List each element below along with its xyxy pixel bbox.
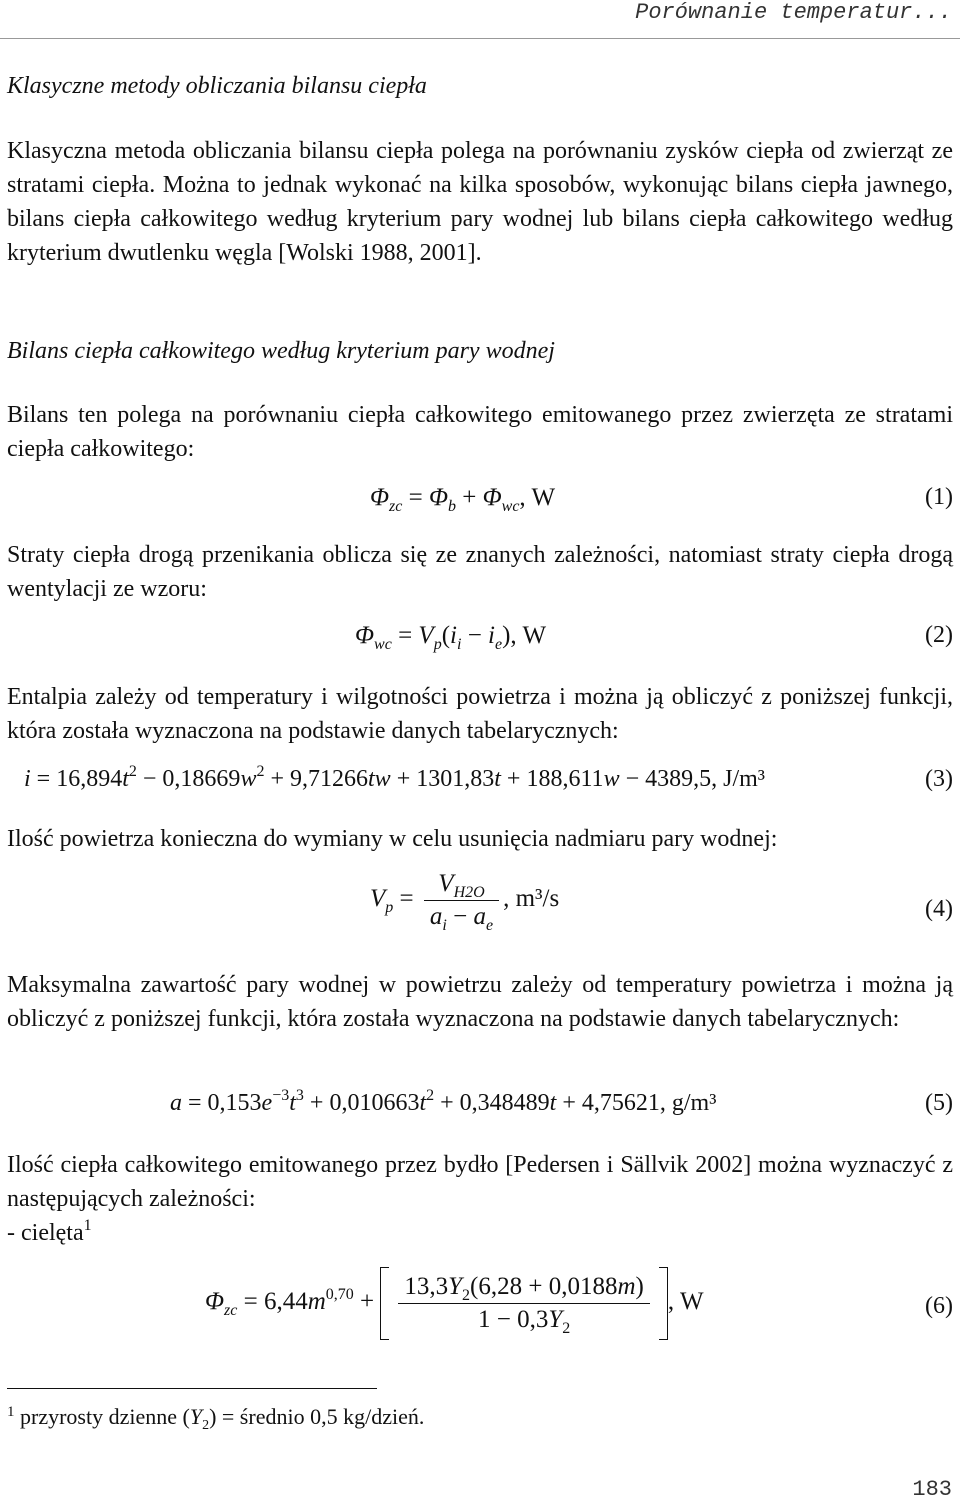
equation-3 [0, 763, 960, 826]
footnote-text-after: ) = średnio 0,5 kg/dzień. [209, 1404, 425, 1429]
paragraph-max-vapour: Maksymalna zawartość pary wodnej w powietrzu zależy od temperatury powietrza i można ją obliczyć z poniższej funkcji, która została wyznaczona na podstawie danych tabelarycznych: [7, 972, 953, 1032]
paragraph-enthalpy: Entalpia zależy od temperatury i wilgotności powietrza i można ją obliczyć z poniższej funkcji, która została wyznaczona na podstawie danych tabelarycznych: [7, 684, 953, 744]
section-heading-water-vapour-balance: Bilans ciepła całkowitego według kryterium pary wodnej [7, 338, 555, 364]
equation-5-number: (5) [925, 1090, 953, 1116]
equation-4-formula: $V_p$ = $\frac{V_{H2O}}{a_i - a_e}$ , m³/s [370, 870, 560, 934]
list-item-calves-label: - cielęta [7, 1220, 84, 1246]
equation-2-formula: $\Phi_{wc} = V_p(i_i - i_e)$, W [355, 622, 547, 653]
equation-3-formula: $i = 16,894t^2 - 0,18669w^2 + 9,71266tw + 1301,83t + 188,611w - 4389,5$, J/m³ [24, 763, 765, 792]
equation-3-unit: J/m³ [723, 766, 765, 792]
footnote-variable: Y [189, 1404, 203, 1429]
equation-5 [0, 1087, 960, 1150]
footnote-subscript: 2 [202, 1418, 210, 1433]
equation-1-unit: W [531, 484, 556, 511]
page-number: 183 [912, 1477, 952, 1502]
equation-6-number: (6) [925, 1293, 953, 1319]
footnote-mark: 1 [7, 1404, 15, 1420]
equation-1-number: (1) [925, 484, 953, 510]
equation-1-formula: $\Phi_{zc} = \Phi_b + \Phi_{wc}$, W [370, 484, 556, 515]
equation-1 [0, 484, 960, 544]
footnote-rule [7, 1388, 377, 1389]
equation-2-unit: W [522, 622, 547, 649]
section-heading-classic-methods: Klasyczne metody obliczania bilansu ciepła [7, 73, 427, 99]
equation-2-number: (2) [925, 622, 953, 648]
equation-6 [0, 1265, 960, 1365]
paragraph-balance-description: Bilans ten polega na porównaniu ciepła całkowitego emitowanego przez zwierzęta ze stratami ciepła całkowitego: [7, 402, 953, 462]
footnote-reference: 1 [83, 1217, 92, 1234]
footnote [7, 1404, 425, 1433]
equation-5-unit: g/m³ [671, 1090, 717, 1116]
equation-4-fraction: $\frac{V_{H2O}}{a_i - a_e}$ [424, 870, 499, 931]
paragraph-ventilation-losses: Straty ciepła drogą przenikania oblicza się ze znanych zależności, natomiast straty ciepła drogą wentylacji ze wzoru: [7, 542, 953, 602]
running-header: Porównanie temperatur... [635, 0, 952, 25]
paragraph-cattle-heat: Ilość ciepła całkowitego emitowanego przez bydło [Pedersen i Sällvik 2002] można wyznaczyć z następujących zależności: [7, 1152, 953, 1212]
equation-5-formula: $a = 0,153e^{-3}t^3 + 0,010663t^2 + 0,348489t + 4,75621$, g/m³ [170, 1087, 717, 1116]
footnote-text-before: przyrosty dzienne ( [20, 1404, 190, 1429]
equation-6-unit: W [679, 1288, 704, 1316]
paragraph-air-quantity: Ilość powietrza konieczna do wymiany w celu usunięcia nadmiaru pary wodnej: [7, 826, 778, 852]
paragraph-classic-method: Klasyczna metoda obliczania bilansu ciepła polega na porównaniu zysków ciepła od zwierząt ze stratami ciepła. Można to jednak wykonać na kilka sposobów, wykonując bilans ciepła jawnego, bilans ciepła całkowitego według kryterium pary wodnej lub bilans ciepła całkowitego według kryterium dwutlenku węgla [Wolski 1988, 2001]. [7, 138, 953, 266]
equation-6-bracket [380, 1273, 667, 1337]
equation-6-formula: $\Phi_{zc} = 6,44m^{0,70}$ + $\frac{13,3Y_2(6,28 + 0,0188m)}{1 - 0,3Y_2}$ , W [205, 1273, 704, 1337]
header-rule [0, 38, 960, 39]
equation-6-fraction: $\frac{13,3Y_2(6,28 + 0,0188m)}{1 - 0,3Y_2}$ [398, 1273, 649, 1334]
equation-4-number: (4) [925, 896, 953, 922]
equation-4-unit: m³/s [515, 885, 560, 913]
equation-4 [0, 870, 960, 960]
equation-2 [0, 622, 960, 682]
equation-3-number: (3) [925, 766, 953, 792]
list-item-calves [7, 1216, 953, 1253]
